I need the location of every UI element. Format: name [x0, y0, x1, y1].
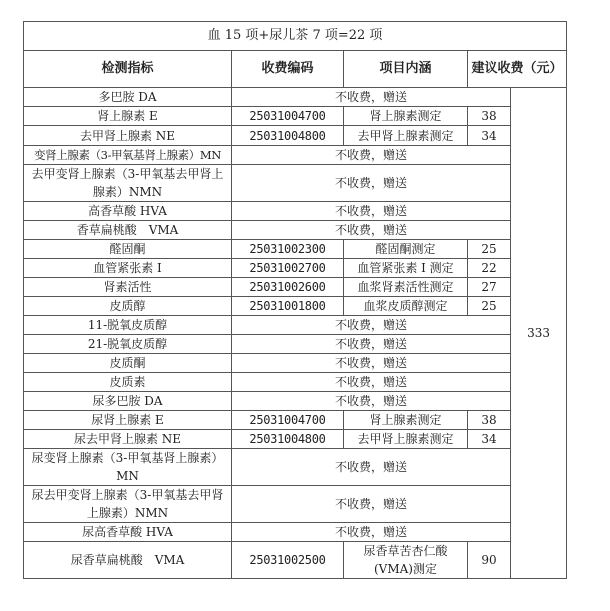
fee-cell: 22 — [468, 259, 511, 278]
total-fee-cell: 333 — [511, 88, 567, 579]
code-cell: 25031004700 — [232, 411, 344, 430]
content-cell: 去甲肾上腺素测定 — [344, 430, 468, 449]
table-row — [24, 542, 567, 579]
content-cell: 血管紧张素 I 测定 — [344, 259, 468, 278]
header-content: 项目内涵 — [344, 51, 468, 88]
table-row — [24, 335, 567, 354]
content-cell: 肾上腺素测定 — [344, 411, 468, 430]
title-row — [24, 22, 567, 51]
free-cell: 不收费，赠送 — [232, 373, 511, 392]
fee-cell: 25 — [468, 297, 511, 316]
indicator-cell: 皮质醇 — [24, 297, 232, 316]
table-row — [24, 316, 567, 335]
table-row — [24, 202, 567, 221]
indicator-cell: 醛固酮 — [24, 240, 232, 259]
content-cell: 血浆皮质醇测定 — [344, 297, 468, 316]
free-cell: 不收费，赠送 — [232, 523, 511, 542]
table-row — [24, 449, 567, 486]
indicator-cell: 肾上腺素 E — [24, 107, 232, 126]
header-indicator: 检测指标 — [24, 51, 232, 88]
indicator-cell: 尿高香草酸 HVA — [24, 523, 232, 542]
indicator-cell: 血管紧张素 I — [24, 259, 232, 278]
table-row — [24, 126, 567, 146]
content-cell: 醛固酮测定 — [344, 240, 468, 259]
fee-cell: 38 — [468, 411, 511, 430]
indicator-cell: 尿去甲肾上腺素 NE — [24, 430, 232, 449]
code-cell: 25031002300 — [232, 240, 344, 259]
free-cell: 不收费，赠送 — [232, 202, 511, 221]
indicator-cell: 尿肾上腺素 E — [24, 411, 232, 430]
table-row — [24, 297, 567, 316]
code-cell: 25031004800 — [232, 126, 344, 146]
indicator-cell: 香草扁桃酸 VMA — [24, 221, 232, 240]
code-cell: 25031001800 — [232, 297, 344, 316]
table-row — [24, 523, 567, 542]
indicator-cell: 21-脱氧皮质醇 — [24, 335, 232, 354]
fee-cell: 25 — [468, 240, 511, 259]
indicator-cell: 去甲肾上腺素 NE — [24, 126, 232, 146]
code-cell: 25031002500 — [232, 542, 344, 579]
free-cell: 不收费，赠送 — [232, 392, 511, 411]
table-row — [24, 392, 567, 411]
fee-cell: 34 — [468, 126, 511, 146]
table-row — [24, 486, 567, 523]
free-cell: 不收费，赠送 — [232, 146, 511, 165]
table-row — [24, 240, 567, 259]
code-cell: 25031002700 — [232, 259, 344, 278]
table-row — [24, 88, 567, 107]
fee-table — [23, 21, 567, 579]
content-cell: 血浆肾素活性测定 — [344, 278, 468, 297]
table-row — [24, 259, 567, 278]
free-cell: 不收费，赠送 — [232, 88, 511, 107]
table-row — [24, 146, 567, 165]
content-cell: 肾上腺素测定 — [344, 107, 468, 126]
indicator-cell: 皮质酮 — [24, 354, 232, 373]
indicator-cell: 皮质素 — [24, 373, 232, 392]
indicator-cell: 变肾上腺素（3-甲氧基肾上腺素）MN — [24, 146, 232, 165]
code-cell: 25031004800 — [232, 430, 344, 449]
indicator-cell: 尿多巴胺 DA — [24, 392, 232, 411]
indicator-cell: 尿变肾上腺素（3-甲氧基肾上腺素）MN — [24, 449, 232, 486]
table-row — [24, 354, 567, 373]
table-row — [24, 430, 567, 449]
content-cell: 尿香草苦杏仁酸(VMA)测定 — [344, 542, 468, 579]
code-cell: 25031002600 — [232, 278, 344, 297]
indicator-cell: 11-脱氧皮质醇 — [24, 316, 232, 335]
free-cell: 不收费，赠送 — [232, 486, 511, 523]
fee-cell: 27 — [468, 278, 511, 297]
content-cell: 去甲肾上腺素测定 — [344, 126, 468, 146]
indicator-cell: 尿香草扁桃酸 VMA — [24, 542, 232, 579]
table-title: 血 15 项+尿儿茶 7 项=22 项 — [24, 22, 567, 51]
header-fee: 建议收费（元） — [468, 51, 567, 88]
indicator-cell: 肾素活性 — [24, 278, 232, 297]
indicator-cell: 尿去甲变肾上腺素（3-甲氧基去甲肾上腺素）NMN — [24, 486, 232, 523]
free-cell: 不收费，赠送 — [232, 354, 511, 373]
table-row — [24, 411, 567, 430]
free-cell: 不收费，赠送 — [232, 335, 511, 354]
free-cell: 不收费，赠送 — [232, 165, 511, 202]
table-row — [24, 107, 567, 126]
fee-cell: 90 — [468, 542, 511, 579]
indicator-cell: 多巴胺 DA — [24, 88, 232, 107]
fee-cell: 34 — [468, 430, 511, 449]
code-cell: 25031004700 — [232, 107, 344, 126]
free-cell: 不收费，赠送 — [232, 316, 511, 335]
table-row — [24, 373, 567, 392]
free-cell: 不收费，赠送 — [232, 449, 511, 486]
header-code: 收费编码 — [232, 51, 344, 88]
fee-cell: 38 — [468, 107, 511, 126]
table-row — [24, 278, 567, 297]
table-row — [24, 165, 567, 202]
header-row — [24, 51, 567, 88]
table-row — [24, 221, 567, 240]
indicator-cell: 高香草酸 HVA — [24, 202, 232, 221]
free-cell: 不收费，赠送 — [232, 221, 511, 240]
indicator-cell: 去甲变肾上腺素（3-甲氧基去甲肾上腺素）NMN — [24, 165, 232, 202]
